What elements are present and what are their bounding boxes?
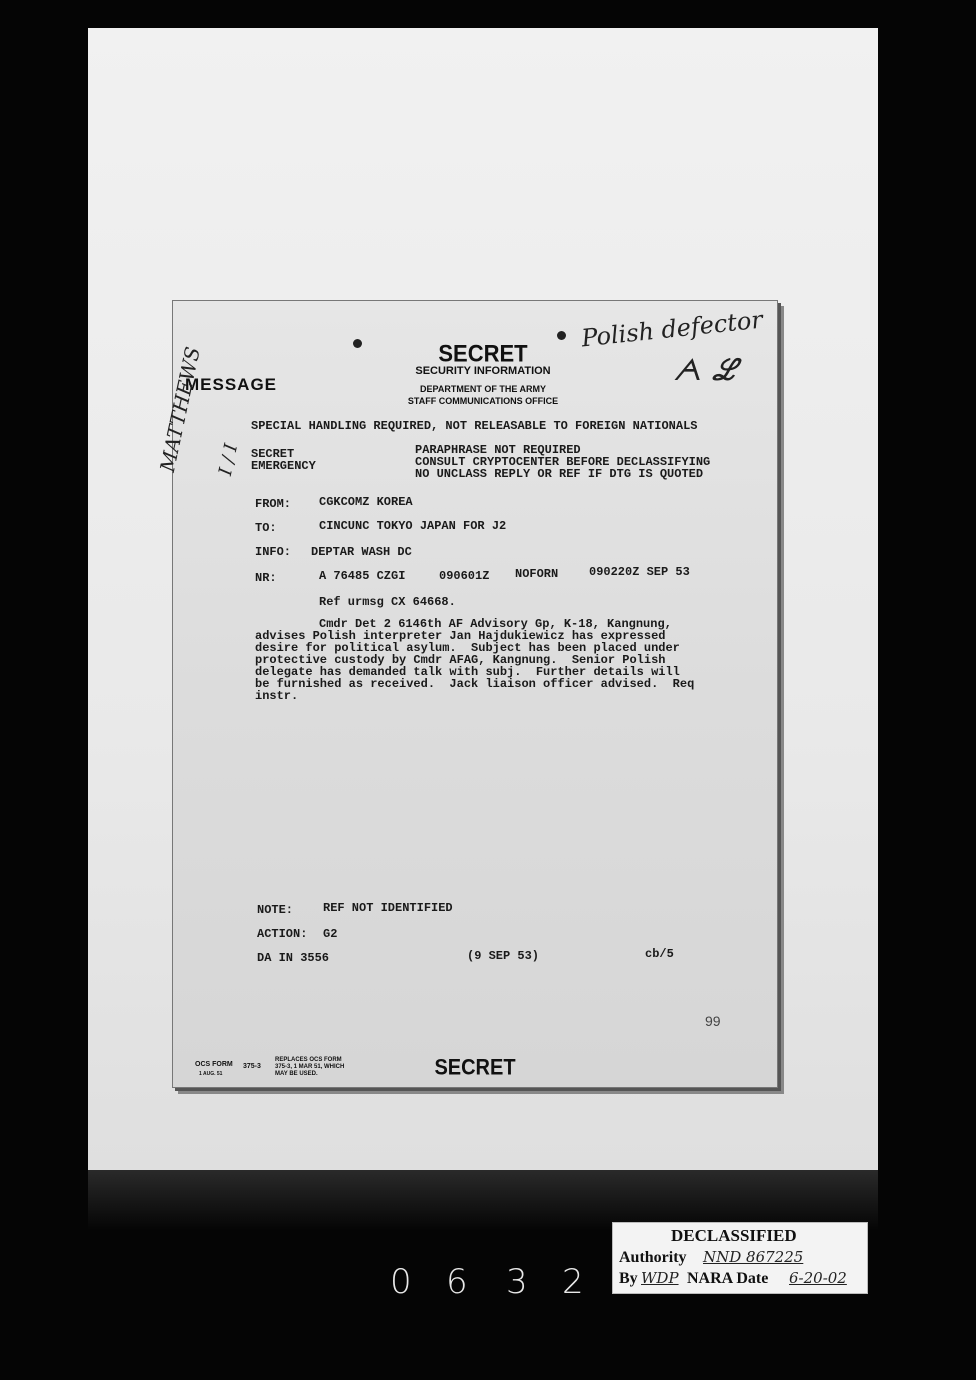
instruction-1: PARAPHRASE NOT REQUIRED bbox=[415, 443, 581, 457]
reference-line: Ref urmsg CX 64668. bbox=[319, 595, 456, 609]
nr-label: NR: bbox=[255, 571, 277, 585]
form-date: 1 AUG. 51 bbox=[199, 1071, 223, 1077]
punch-hole-left bbox=[353, 339, 362, 348]
operator-initials: cb/5 bbox=[645, 947, 674, 961]
form-replaces-3: MAY BE USED. bbox=[275, 1071, 318, 1077]
action-value: G2 bbox=[323, 927, 338, 941]
classification-bottom: SECRET bbox=[434, 1055, 516, 1081]
classification-top: SECRET bbox=[438, 339, 528, 368]
handwritten-mark-side: I / I bbox=[215, 441, 243, 478]
body-line-3: desire for political asylum. Subject has been placed under bbox=[255, 641, 680, 655]
body-line-1: Cmdr Det 2 6146th AF Advisory Gp, K-18, Kangnung, bbox=[319, 617, 672, 631]
handwritten-note-top: Polish defector bbox=[580, 305, 765, 353]
nr-time: 090601Z bbox=[439, 569, 490, 583]
note-label: NOTE: bbox=[257, 903, 294, 917]
nr-value: A 76485 CZGI bbox=[319, 569, 406, 583]
scan-bottom-shadow bbox=[88, 1170, 878, 1230]
handwritten-name-side: MATTHEWS bbox=[155, 344, 205, 474]
form-replaces-1: REPLACES OCS FORM bbox=[275, 1057, 342, 1063]
page-number: 99 bbox=[705, 1013, 721, 1029]
action-label: ACTION: bbox=[257, 927, 308, 941]
stamp-by-value: WDP bbox=[641, 1269, 679, 1287]
classification-left-2: EMERGENCY bbox=[251, 459, 316, 473]
handling-line: SPECIAL HANDLING REQUIRED, NOT RELEASABLE TO FOREIGN NATIONALS bbox=[251, 419, 698, 433]
from-label: FROM: bbox=[255, 497, 292, 511]
stamp-authority-value: NND 867225 bbox=[703, 1248, 804, 1266]
body-line-2: advises Polish interpreter Jan Hajdukiewicz has expressed bbox=[255, 629, 666, 643]
message-form bbox=[155, 300, 778, 1088]
film-frame-digit-2: 6 bbox=[446, 1262, 468, 1302]
info-label: INFO: bbox=[255, 545, 292, 559]
form-title: MESSAGE bbox=[185, 375, 278, 394]
stamp-authority-label: Authority bbox=[619, 1249, 687, 1266]
handwritten-initials: ᗅ ℒ bbox=[673, 353, 738, 388]
instruction-2: CONSULT CRYPTOCENTER BEFORE DECLASSIFYING bbox=[415, 455, 711, 469]
info-value: DEPTAR WASH DC bbox=[311, 545, 412, 559]
instruction-3: NO UNCLASS REPLY OR REF IF DTG IS QUOTED bbox=[415, 467, 704, 481]
form-code: 375-3 bbox=[243, 1063, 261, 1070]
film-frame-digit-3: 3 bbox=[506, 1262, 528, 1302]
date-paren: (9 SEP 53) bbox=[467, 949, 540, 963]
da-in-number: DA IN 3556 bbox=[257, 951, 330, 965]
body-line-5: delegate has demanded talk with subj. Further details will bbox=[255, 665, 680, 679]
body-line-6: be furnished as received. Jack liaison officer advised. Req bbox=[255, 677, 695, 691]
form-number: OCS FORM bbox=[195, 1061, 233, 1068]
stamp-by-label: By bbox=[619, 1270, 638, 1287]
body-line-4: protective custody by Cmdr AFAG, Kangnung. Senior Polish bbox=[255, 653, 666, 667]
stamp-title: DECLASSIFIED bbox=[671, 1226, 797, 1245]
punch-hole-right bbox=[557, 331, 566, 340]
stamp-nara-label: NARA Date bbox=[687, 1270, 769, 1287]
classification-left-1: SECRET bbox=[251, 447, 295, 461]
declassified-stamp bbox=[612, 1222, 868, 1294]
security-information: SECURITY INFORMATION bbox=[415, 365, 551, 377]
nr-dtg: 090220Z SEP 53 bbox=[589, 565, 690, 579]
nr-noforn: NOFORN bbox=[515, 567, 559, 581]
stamp-nara-value: 6-20-02 bbox=[789, 1269, 847, 1287]
form-replaces-2: 375-3, 1 MAR 51, WHICH bbox=[275, 1064, 345, 1070]
film-frame-digit-1: 0 bbox=[390, 1262, 412, 1302]
office-name: STAFF COMMUNICATIONS OFFICE bbox=[407, 396, 559, 406]
to-value: CINCUNC TOKYO JAPAN FOR J2 bbox=[319, 519, 507, 533]
note-value: REF NOT IDENTIFIED bbox=[323, 901, 453, 915]
body-line-7: instr. bbox=[255, 689, 299, 703]
department-name: DEPARTMENT OF THE ARMY bbox=[420, 384, 546, 394]
from-value: CGKCOMZ KOREA bbox=[319, 495, 413, 509]
to-label: TO: bbox=[255, 521, 277, 535]
film-frame-digit-4: 2 bbox=[562, 1262, 584, 1302]
